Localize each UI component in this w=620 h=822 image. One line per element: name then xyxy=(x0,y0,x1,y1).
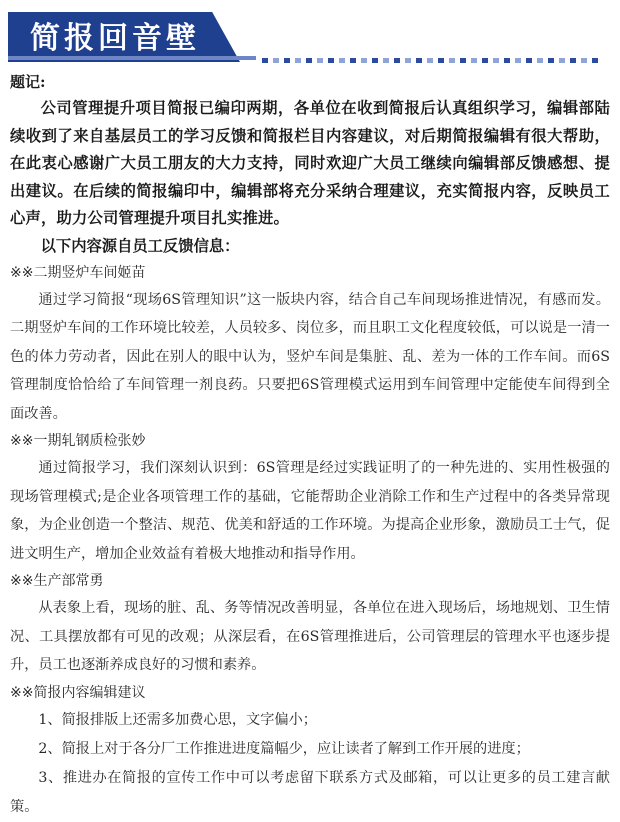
decorative-dot xyxy=(350,58,356,63)
decorative-dot xyxy=(471,58,477,63)
title-banner-underline xyxy=(8,56,256,60)
decorative-dot xyxy=(592,58,598,63)
page-title: 简报回音壁 xyxy=(30,21,200,56)
feedback-section xyxy=(10,568,610,680)
decorative-dot xyxy=(361,58,367,63)
section-body: 从表象上看，现场的脏、乱、务等情况改善明显，各单位在进入现场后，场地规划、卫生情况、工具摆放都有可见的改观；从深层看，在6S管理推进后，公司管理层的管理水平也逐步提升，员工也逐渐养成良好的习惯和素养。 xyxy=(10,600,610,673)
source-line: 以下内容源自员工反馈信息： xyxy=(40,236,240,255)
decorative-dot xyxy=(339,58,345,63)
intro-paragraph: 公司管理提升项目简报已编印两期，各单位在收到简报后认真组织学习，编辑部陆续收到了来自基层员工的学习反馈和简报栏目内容建议，对后期简报编辑有很大帮助，在此衷心感谢广大员工朋友的大力支持，同时欢迎广大员工继续向编辑部反馈感想、提出建议。在后续的简报编印中，编辑部将充分采纳合理建议，充实简报内容，反映员工心声，助力公司管理提升项目扎实推进。 xyxy=(10,99,610,227)
decorative-dot xyxy=(504,58,510,63)
suggestions-section xyxy=(10,680,610,822)
decorative-dot xyxy=(449,58,455,63)
decorative-dot xyxy=(306,58,312,63)
intro-label: 题记: xyxy=(10,73,46,91)
decorative-dot xyxy=(295,58,301,63)
section-heading: ※※生产部常勇 xyxy=(10,573,104,589)
decorative-dot xyxy=(262,58,268,63)
decorative-dot xyxy=(405,58,411,63)
decorative-dot xyxy=(416,58,422,63)
decorative-dot xyxy=(317,58,323,63)
decorative-dot xyxy=(383,58,389,63)
page-header xyxy=(0,0,620,70)
decorative-dot xyxy=(493,58,499,63)
article-body xyxy=(10,70,610,822)
decorative-dot xyxy=(438,58,444,63)
section-body: 通过学习简报“现场6S管理知识”这一版块内容，结合自己车间现场推进情况，有感而发。二期竖炉车间的工作环境比较差，人员较多、岗位多，而且职工文化程度较低，可以说是一清一色的体力劳动者，因此在别人的眼中认为，竖炉车间是集脏、乱、差为一体的工作车间。而6S管理制度恰恰给了车间管理一剂良药。只要把6S管理模式运用到车间管理中定能使车间得到全面改善。 xyxy=(10,291,610,422)
feedback-section xyxy=(10,428,610,568)
decorative-dot xyxy=(328,58,334,63)
suggestion-item: 3、推进办在简报的宣传工作中可以考虑留下联系方式及邮箱，可以让更多的员工建言献策。 xyxy=(10,769,610,815)
section-heading: ※※一期轧钢质检张妙 xyxy=(10,433,146,449)
suggestion-item: 2、简报上对于各分厂工作推进进度篇幅少，应让读者了解到工作开展的进度； xyxy=(38,740,530,757)
decorative-dot xyxy=(427,58,433,63)
decorative-dot xyxy=(570,58,576,63)
decorative-dot xyxy=(372,58,378,63)
decorative-dot xyxy=(559,58,565,63)
decorative-dot xyxy=(284,58,290,63)
decorative-dot xyxy=(394,58,400,63)
decorative-dot xyxy=(482,58,488,63)
section-body: 通过简报学习，我们深刻认识到：6S管理是经过实践证明了的一种先进的、实用性极强的现场管理模式;是企业各项管理工作的基础，它能帮助企业消除工作和生产过程中的各类异常现象，为企业创造一个整洁、规范、优美和舒适的工作环境。为提高企业形象，激励员工士气，促进文明生产，增加企业效益有着极大地推动和指导作用。 xyxy=(10,460,610,562)
section-heading: ※※二期竖炉车间姬苗 xyxy=(10,264,146,281)
decorative-dot xyxy=(460,58,466,63)
decorative-dot xyxy=(548,58,554,63)
decorative-dot xyxy=(273,58,279,63)
decorative-dot-row xyxy=(262,56,612,64)
feedback-section xyxy=(10,260,610,429)
decorative-dot xyxy=(526,58,532,63)
suggestion-item: 1、简报排版上还需多加费心思，文字偏小； xyxy=(38,711,317,728)
decorative-dot xyxy=(581,58,587,63)
section-heading: ※※简报内容编辑建议 xyxy=(10,684,146,701)
decorative-dot xyxy=(515,58,521,63)
decorative-dot xyxy=(537,58,543,63)
